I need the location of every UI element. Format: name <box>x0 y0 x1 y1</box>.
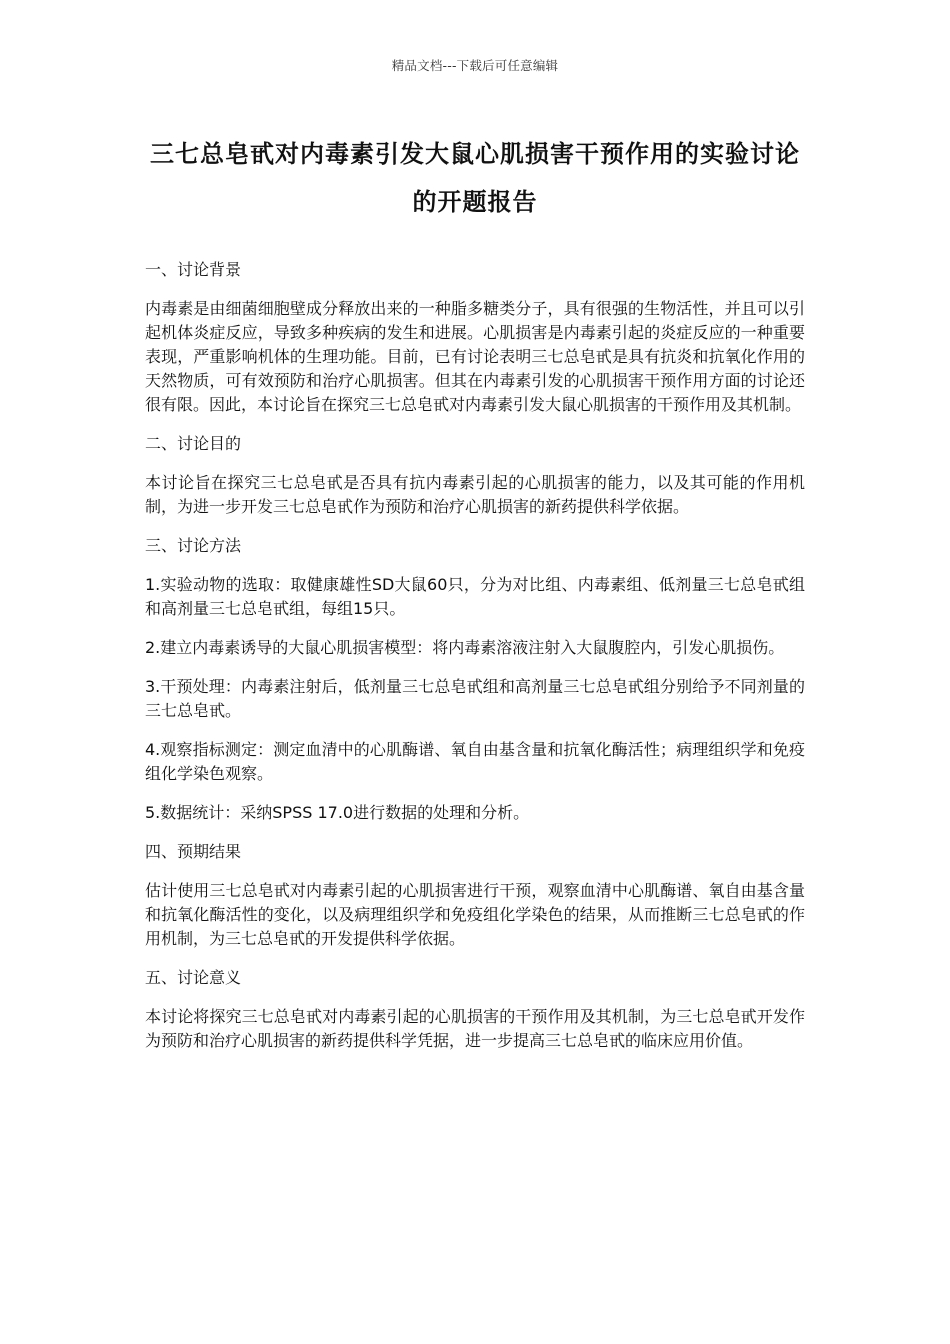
method-item: 1.实验动物的选取：取健康雄性SD大鼠60只，分为对比组、内毒素组、低剂量三七总皂甙组和高剂量三七总皂甙组，每组15只。 <box>145 575 805 618</box>
method-item: 5.数据统计：采纳SPSS 17.0进行数据的处理和分析。 <box>145 803 530 822</box>
section-heading: 五、讨论意义 <box>145 968 242 987</box>
paragraph: 内毒素是由细菌细胞壁成分释放出来的一种脂多糖类分子，具有很强的生物活性，并且可以引起机体炎症反应，导致多种疾病的发生和进展。心肌损害是内毒素引起的炎症反应的一种重要表现，严重影响机体的生理功能。目前，已有讨论表明三七总皂甙是具有抗炎和抗氧化作用的天然物质，可有效预防和治疗心肌损害。但其在内毒素引发的心肌损害干预作用方面的讨论还很有限。因此，本讨论旨在探究三七总皂甙对内毒素引发大鼠心肌损害的干预作用及其机制。 <box>145 299 805 414</box>
section-significance <box>145 966 805 1053</box>
method-item: 3.干预处理：内毒素注射后，低剂量三七总皂甙组和高剂量三七总皂甙组分别给予不同剂量的三七总皂甙。 <box>145 677 805 720</box>
paragraph: 估计使用三七总皂甙对内毒素引起的心肌损害进行干预，观察血清中心肌酶谱、氧自由基含量和抗氧化酶活性的变化，以及病理组织学和免疫组化学染色的结果，从而推断三七总皂甙的作用机制，为三七总皂甙的开发提供科学依据。 <box>145 881 805 948</box>
header-note: 精品文档---下载后可任意编辑 <box>391 58 559 73</box>
section-purpose <box>145 432 805 519</box>
section-heading: 三、讨论方法 <box>145 536 242 555</box>
document-title: 三七总皂甙对内毒素引发大鼠心肌损害干预作用的实验讨论的开题报告 <box>150 140 800 216</box>
method-item: 4.观察指标测定：测定血清中的心肌酶谱、氧自由基含量和抗氧化酶活性；病理组织学和免疫组化学染色观察。 <box>145 740 805 783</box>
paragraph: 本讨论将探究三七总皂甙对内毒素引起的心肌损害的干预作用及其机制，为三七总皂甙开发作为预防和治疗心肌损害的新药提供科学凭据，进一步提高三七总皂甙的临床应用价值。 <box>145 1007 805 1050</box>
section-heading: 一、讨论背景 <box>145 260 242 279</box>
method-item: 2.建立内毒素诱导的大鼠心肌损害模型：将内毒素溶液注射入大鼠腹腔内，引发心肌损伤。 <box>145 638 785 657</box>
section-background <box>145 258 805 417</box>
section-heading: 二、讨论目的 <box>145 434 242 453</box>
section-expected-results <box>145 840 805 951</box>
section-methods <box>145 534 805 825</box>
section-heading: 四、预期结果 <box>145 842 242 861</box>
paragraph: 本讨论旨在探究三七总皂甙是否具有抗内毒素引起的心肌损害的能力，以及其可能的作用机制，为进一步开发三七总皂甙作为预防和治疗心肌损害的新药提供科学依据。 <box>145 473 805 516</box>
document-body <box>145 258 805 1068</box>
